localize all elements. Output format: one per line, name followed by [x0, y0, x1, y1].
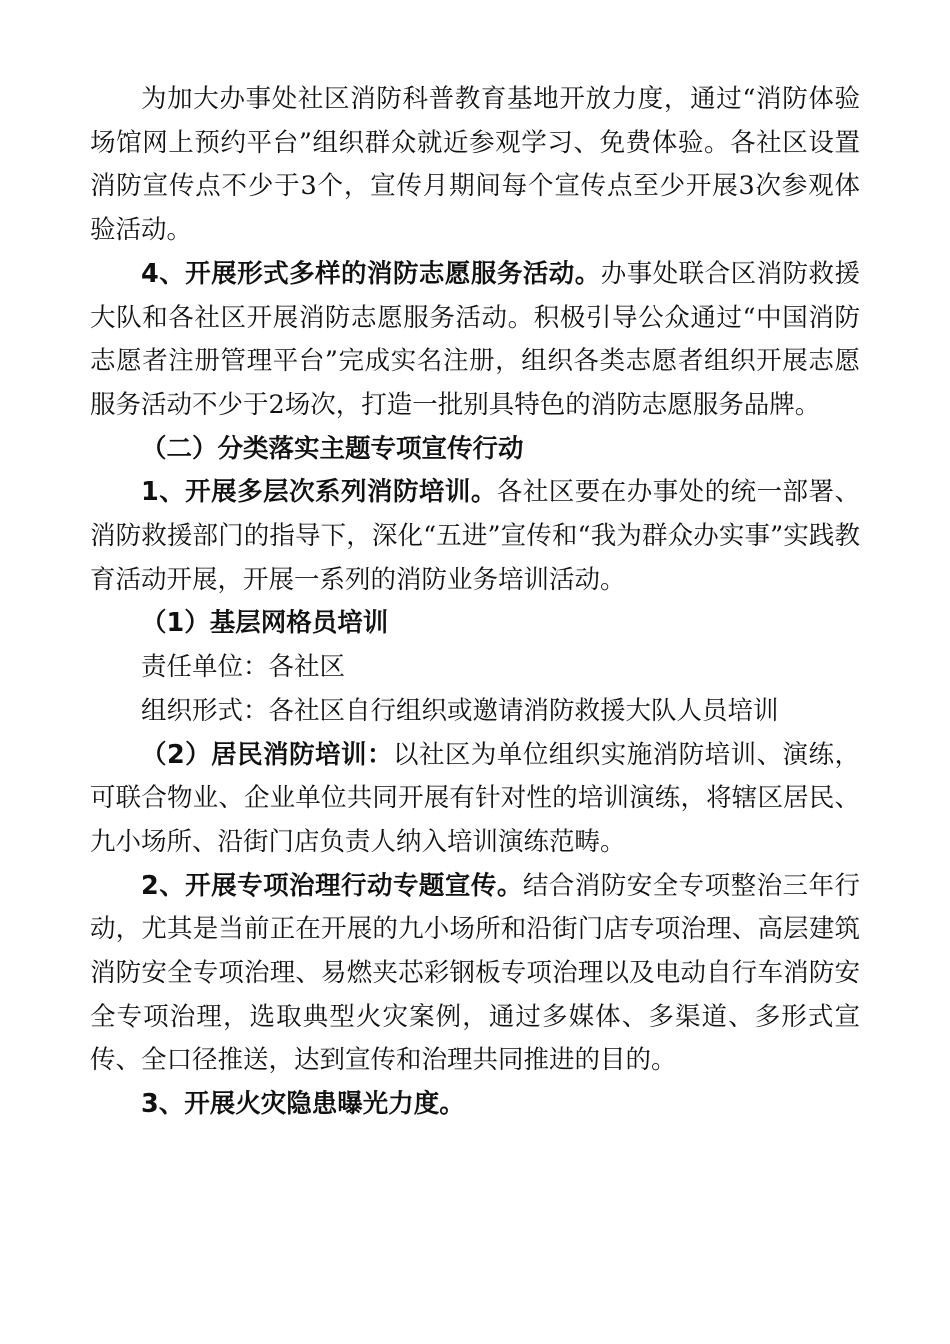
item-4-heading: 4、开展形式多样的消防志愿服务活动。 [141, 258, 601, 289]
subitem-2-heading: （2）居民消防培训： [141, 739, 393, 770]
paragraph-base-visits: 为加大办事处社区消防科普教育基地开放力度，通过“消防体验场馆网上预约平台”组织群众就近参观学习、免费体验。各社区设置消防宣传点不少于3个，宣传月期间每个宣传点至少开展3次参观体验活动。 [90, 84, 860, 246]
item-1-heading: 1、开展多层次系列消防培训。 [141, 477, 497, 508]
responsible-unit-line: 责任单位：各社区 [141, 652, 346, 683]
item-4-body: 办事处联合区消防救援大队和各社区开展消防志愿服务活动。积极引导公众通过“中国消防志愿者注册管理平台”完成实名注册，组织各类志愿者组织开展志愿服务活动不少于2场次，打造一批别具特色的消防志愿服务品牌。 [90, 258, 860, 420]
paragraph-volunteer-activities [90, 253, 860, 428]
item-2-body: 结合消防安全专项整治三年行动，尤其是当前正在开展的九小场所和沿街门店专项治理、高层建筑消防安全专项治理、易燃夹芯彩钢板专项治理以及电动自行车消防安全专项治理，选取典型火灾案例，通过多媒体、多渠道、多形式宣传、全口径推送，达到宣传和治理共同推进的目的。 [90, 870, 860, 1076]
section-2-heading: （二）分类落实主题专项宣传行动 [141, 433, 524, 464]
paragraph-resident-training [90, 734, 860, 865]
item-3-heading: 3、开展火灾隐患曝光力度。 [141, 1089, 465, 1120]
paragraph-special-governance [90, 865, 860, 1084]
paragraph-training [90, 471, 860, 602]
subitem-2-body: 以社区为单位组织实施消防培训、演练，可联合物业、企业单位共同开展有针对性的培训演练，将辖区居民、九小场所、沿街门店负责人纳入培训演练范畴。 [90, 739, 860, 857]
subitem-1-heading: （1）基层网格员培训 [141, 608, 389, 639]
organization-form-line: 组织形式：各社区自行组织或邀请消防救援大队人员培训 [141, 695, 779, 726]
item-2-heading: 2、开展专项治理行动专题宣传。 [141, 870, 523, 901]
item-1-body: 各社区要在办事处的统一部署、消防救援部门的指导下，深化“五进”宣传和“我为群众办实事”实践教育活动开展，开展一系列的消防业务培训活动。 [90, 477, 860, 595]
